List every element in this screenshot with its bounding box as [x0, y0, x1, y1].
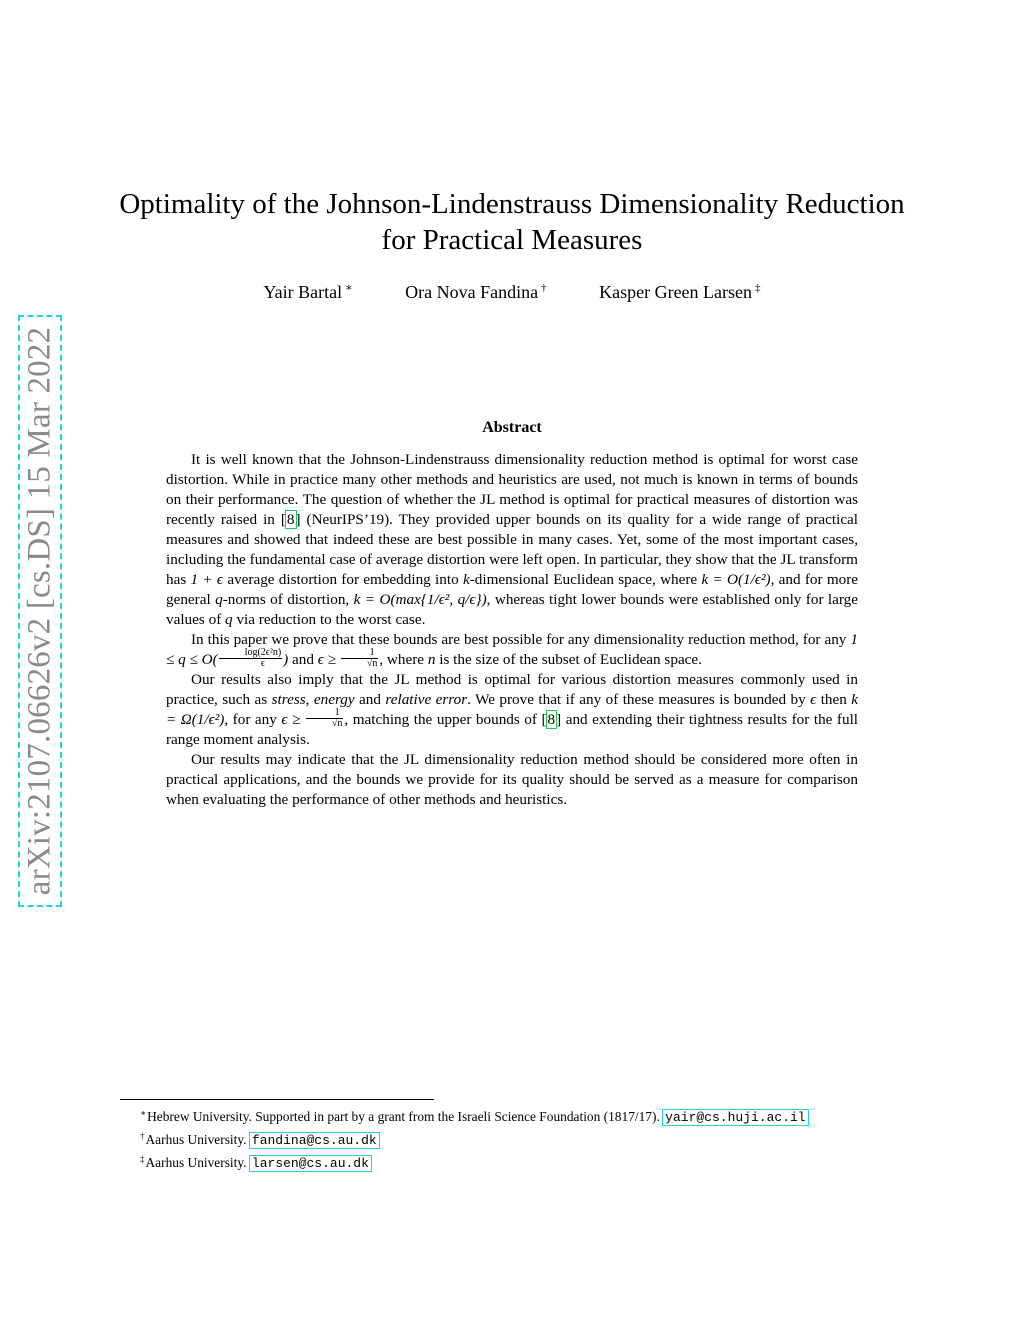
title-line-2: for Practical Measures	[381, 224, 643, 256]
email-link-fandina[interactable]: fandina@cs.au.dk	[251, 1133, 377, 1148]
citation-link-2[interactable]: 8	[547, 711, 556, 728]
footnote-divider	[120, 1099, 434, 1100]
fraction-inv-sqrt-n: $\frac{1}{√n}$	[341, 648, 379, 669]
fraction-log: $\frac{\text{log(2ϵ²n)}}{\epsilon}$	[219, 648, 282, 669]
author-3: Kasper Green Larsen ‡	[599, 282, 761, 302]
footnote-1: ∗Hebrew University. Supported in part by a grant from the Israeli Science Foundation (1817/17). yair@cs.huji.ac.il	[140, 1108, 806, 1125]
title-line-1: Optimality of the Johnson-Lindenstrauss Dimensionality Reduction	[119, 188, 905, 220]
author-2: Ora Nova Fandina †	[405, 282, 547, 302]
footnotes	[140, 1104, 920, 1173]
abstract-heading: Abstract	[482, 419, 542, 436]
footnote-3: ‡Aarhus University. larsen@cs.au.dk	[140, 1154, 369, 1171]
author-2-mark[interactable]: †	[541, 282, 547, 294]
arxiv-stamp[interactable]	[18, 315, 62, 907]
fraction-inv-sqrt-n-2: $\frac{1}{√n}$	[306, 708, 344, 729]
email-link-larsen[interactable]: larsen@cs.au.dk	[251, 1156, 369, 1171]
footnote-2: †Aarhus University. fandina@cs.au.dk	[140, 1131, 377, 1148]
paper-title	[110, 186, 914, 258]
abstract-paragraph-1: It is well known that the Johnson-Lindenstrauss dimensionality reduction method is optimal for worst case distortion. While in practice many other methods and heuristics are used, not much is known in terms of bounds on their performance. The question of whether the JL method is optimal for practical measures of distortion was recently raised in [8] (NeurIPS’19). They provided upper bounds on its quality for a wide range of practical measures and showed that indeed these are best possible in many cases. Yet, some of the most important cases, including the fundamental case of average distortion were left open. In particular, they show that the JL transform has 1 + ϵ average distortion for embedding into k-dimensional Euclidean space, where k = O(1/ϵ²), and for more general q-norms of distortion, k = O(max{1/ϵ², q/ϵ}), whereas tight lower bounds were established only for large values of q via reduction to the worst case.	[166, 451, 859, 628]
abstract-paragraph-4: Our results may indicate that the JL dimensionality reduction method should be considered more often in practical applications, and the bounds we provide for its quality should be served as a measure for comparison when evaluating the performance of other methods and heuristics.	[166, 751, 858, 808]
arxiv-id: arXiv:2107.06626v2 [cs.DS] 15 Mar 2022	[21, 326, 58, 896]
author-1-mark[interactable]: ∗	[345, 282, 353, 294]
abstract-paragraph-3: Our results also imply that the JL method is optimal for various distortion measures commonly used in practice, such as stress, energy and relative error. We prove that if any of these measures is bounded by ϵ then k = Ω(1/ϵ²), for any ϵ ≥ $\frac{1}{√n}$ , matching the upper bounds of [8] and extending their tightness results for the full range moment analysis.	[166, 671, 859, 748]
author-list	[0, 281, 1024, 303]
author-1: Yair Bartal ∗	[263, 282, 353, 302]
email-link-bartal[interactable]: yair@cs.huji.ac.il	[665, 1110, 806, 1125]
abstract-paragraph-2: In this paper we prove that these bounds are best possible for any dimensionality reduction method, for any 1 ≤ q ≤ O( $\frac{\text{log(2ϵ²n)}}{\epsilon}$ ) and ϵ ≥ $\frac{1}{√n}$ , where n is the size of the subset of Euclidean space.	[166, 631, 858, 670]
citation-link[interactable]: 8	[286, 511, 295, 528]
author-3-mark[interactable]: ‡	[755, 282, 761, 294]
abstract-body	[166, 450, 858, 810]
